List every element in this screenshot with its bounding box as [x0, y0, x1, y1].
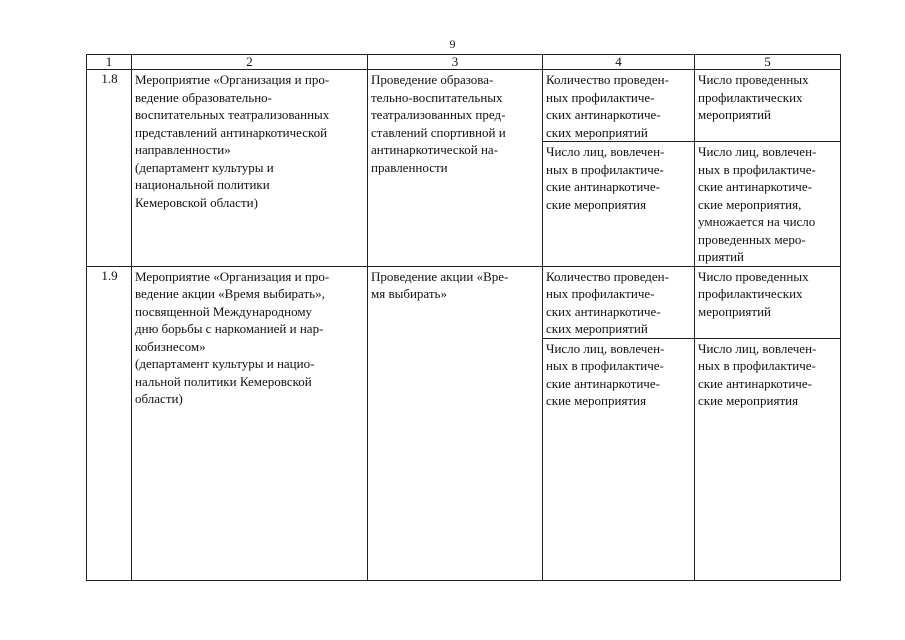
indicator-name-cell: Число лиц, вовлечен- ных в профилактиче- ские антинаркотиче- ские мероприятия [543, 338, 695, 580]
indicator-method-cell: Число лиц, вовлечен- ных в профилактиче- ские антинаркотиче- ские мероприятия, умножается на число проведенных меро- приятий [695, 142, 841, 267]
table-row [87, 70, 841, 142]
table-row [87, 266, 841, 338]
column-header: 1 [87, 55, 132, 70]
column-header: 3 [368, 55, 543, 70]
indicator-method-cell: Число лиц, вовлечен- ных в профилактиче- ские антинаркотиче- ские мероприятия [695, 338, 841, 580]
column-header: 2 [132, 55, 368, 70]
column-header: 5 [695, 55, 841, 70]
row-number: 1.8 [87, 70, 132, 267]
event-cell: Мероприятие «Организация и про- ведение образовательно- воспитательных театрализованных представлений антинаркотической направленности» (департамент культуры и национальной политики Кемеровской области) [132, 70, 368, 267]
content-cell: Проведение образова- тельно-воспитательных театрализованных пред- ставлений спортивной и антинаркотической на- правленности [368, 70, 543, 267]
indicator-method-cell: Число проведенных профилактических мероприятий [695, 266, 841, 338]
indicator-name-cell: Количество проведен- ных профилактиче- ских антинаркотиче- ских мероприятий [543, 70, 695, 142]
indicator-name-cell: Число лиц, вовлечен- ных в профилактиче- ские антинаркотиче- ские мероприятия [543, 142, 695, 267]
page-number: 9 [449, 37, 456, 51]
column-header: 4 [543, 55, 695, 70]
row-number: 1.9 [87, 266, 132, 580]
indicator-method-cell: Число проведенных профилактических мероприятий [695, 70, 841, 142]
event-cell: Мероприятие «Организация и про- ведение акции «Время выбирать», посвященной Международному дню борьбы с наркоманией и нар- кобизнесом» (департамент культуры и нацио- нальной политики Кемеровской области) [132, 266, 368, 580]
table-header-row [87, 55, 841, 70]
document-table [86, 54, 841, 581]
content-cell: Проведение акции «Вре- мя выбирать» [368, 266, 543, 580]
indicator-name-cell: Количество проведен- ных профилактиче- ских антинаркотиче- ских мероприятий [543, 266, 695, 338]
